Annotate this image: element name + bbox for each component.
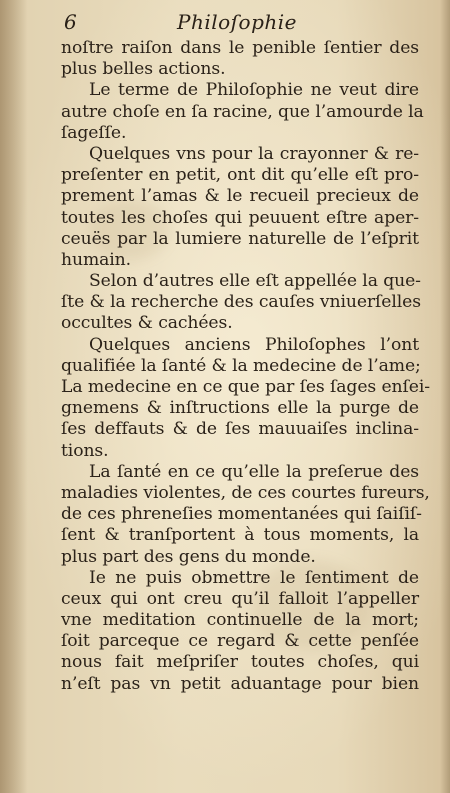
text-line: vne meditation continuelle de la mort; [61, 610, 419, 631]
text-line: plus belles actions. [61, 59, 226, 80]
text-line: de ces phreneſies momentanées qui ſaiſiſ- [61, 504, 422, 525]
text-line: ſes deffauts & de ſes mauuaiſes inclina- [61, 419, 419, 440]
text-line: maladies violentes, de ces courtes fureurs, [61, 482, 430, 503]
text-line: plus part des gens du monde. [61, 546, 316, 567]
text-line: La medecine en ce que par ſes ſages enſei- [61, 377, 430, 397]
text-line: ſent & tranſportent à tous moments, la [61, 525, 419, 546]
text-line: La ſanté en ce qu’elle la preſerue des [89, 461, 419, 482]
text-line: gnemens & inſtructions elle la purge de [61, 398, 419, 419]
text-line: ſoit parceque ce regard & cette penſée [61, 631, 419, 652]
page-header [64, 10, 410, 36]
text-line: Quelques vns pour la crayonner & re- [89, 143, 419, 164]
text-line: ceuës par la lumiere naturelle de l’eſprit [61, 228, 419, 249]
page-gutter-shadow [0, 0, 28, 793]
page-edge-shadow [440, 0, 450, 793]
page-number: 6 [64, 10, 77, 34]
body-text [61, 38, 430, 695]
text-line: tions. [61, 440, 109, 461]
text-line: nous fait meſpriſer toutes choſes, qui [61, 652, 419, 673]
text-line: ſageſſe. [61, 122, 127, 143]
running-head: Philoſophie [176, 10, 298, 34]
text-line: noſtre raiſon dans le penible ſentier des [61, 38, 419, 58]
text-line: qualifiée la ſanté & la medecine de l’ame; [61, 355, 421, 376]
text-line: humain. [61, 249, 132, 270]
text-line: n’eſt pas vn petit aduantage pour bien [61, 673, 419, 694]
text-line: Le terme de Philoſophie ne veut dire [89, 80, 419, 101]
text-line: Selon d’autres elle eſt appellée la que- [89, 271, 421, 292]
text-line: occultes & cachées. [61, 313, 233, 334]
text-line: autre choſe en ſa racine, que l’amourde la [61, 101, 424, 122]
text-line: prement l’amas & le recueil precieux de [61, 186, 419, 207]
text-line: Ie ne puis obmettre le ſentiment de [89, 567, 419, 588]
text-line: preſenter en petit, ont dit qu’elle eſt pro- [61, 165, 419, 186]
text-line: ceux qui ont creu qu’il falloit l’appeller [61, 588, 419, 609]
text-line: toutes les choſes qui peuuent eſtre aper- [61, 207, 419, 228]
text-line: Quelques anciens Philoſophes l’ont [89, 334, 419, 355]
text-line: ſte & la recherche des cauſes vniuerſelles [61, 292, 421, 313]
